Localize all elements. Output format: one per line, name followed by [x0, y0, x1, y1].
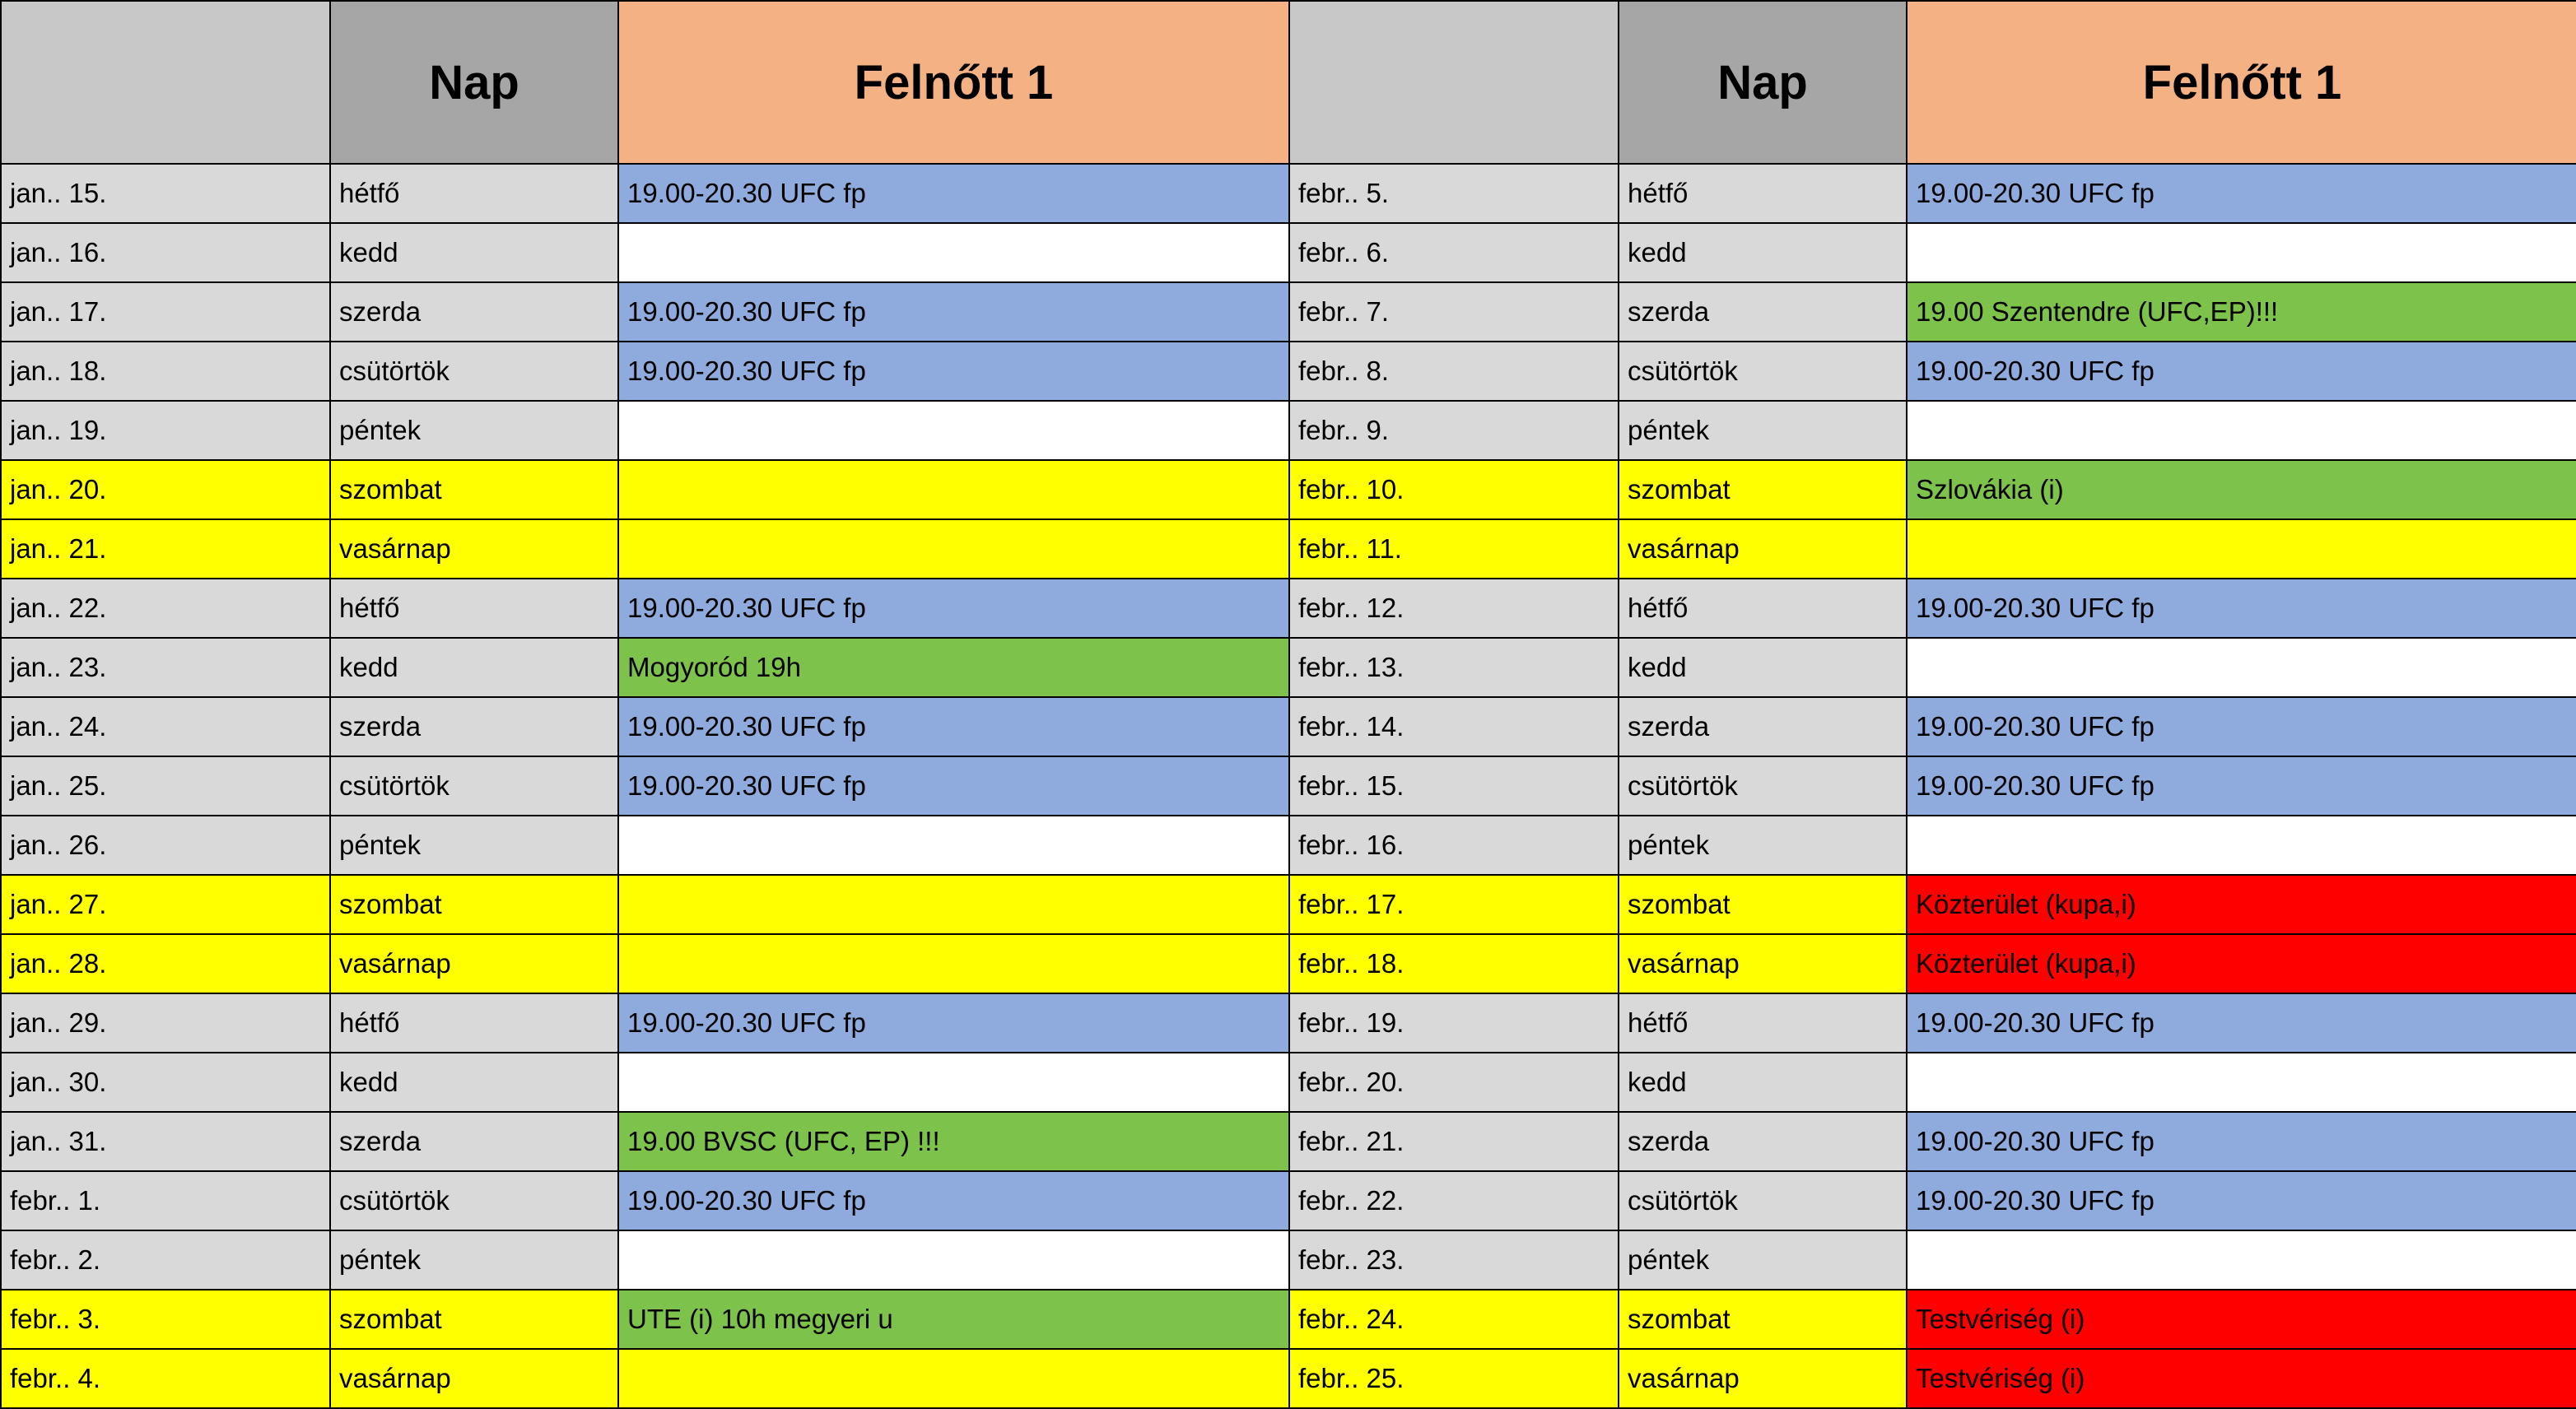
table-row: [1, 460, 2576, 519]
cell-date-left: jan.. 27.: [1, 875, 330, 934]
cell-day-left: kedd: [330, 223, 618, 282]
cell-day-right: hétfő: [1619, 993, 1907, 1053]
cell-program-left: 19.00-20.30 UFC fp: [618, 756, 1289, 816]
cell-date-left: febr.. 4.: [1, 1349, 330, 1408]
cell-program-right: [1907, 1053, 2576, 1112]
cell-date-right: febr.. 6.: [1289, 223, 1619, 282]
cell-program-right: Közterület (kupa,i): [1907, 934, 2576, 993]
header-left-program: Felnőtt 1: [618, 1, 1289, 164]
cell-program-left: [618, 1230, 1289, 1290]
cell-day-right: kedd: [1619, 223, 1907, 282]
cell-day-right: szerda: [1619, 697, 1907, 756]
cell-program-left: [618, 1349, 1289, 1408]
cell-date-left: jan.. 28.: [1, 934, 330, 993]
header-right-date: [1289, 1, 1619, 164]
cell-date-right: febr.. 21.: [1289, 1112, 1619, 1171]
cell-day-left: szerda: [330, 697, 618, 756]
cell-program-left: Mogyoród 19h: [618, 638, 1289, 697]
cell-program-right: 19.00-20.30 UFC fp: [1907, 579, 2576, 638]
cell-program-left: UTE (i) 10h megyeri u: [618, 1290, 1289, 1349]
cell-date-right: febr.. 24.: [1289, 1290, 1619, 1349]
table-row: [1, 697, 2576, 756]
cell-date-right: febr.. 20.: [1289, 1053, 1619, 1112]
cell-day-right: hétfő: [1619, 579, 1907, 638]
cell-date-left: febr.. 3.: [1, 1290, 330, 1349]
cell-program-left: [618, 875, 1289, 934]
header-left-day: Nap: [330, 1, 618, 164]
cell-date-right: febr.. 11.: [1289, 519, 1619, 579]
cell-day-left: péntek: [330, 401, 618, 460]
cell-date-right: febr.. 7.: [1289, 282, 1619, 342]
cell-program-right: [1907, 401, 2576, 460]
cell-day-right: kedd: [1619, 1053, 1907, 1112]
header-left-date: [1, 1, 330, 164]
cell-date-right: febr.. 23.: [1289, 1230, 1619, 1290]
cell-day-left: hétfő: [330, 579, 618, 638]
cell-day-right: szombat: [1619, 875, 1907, 934]
cell-day-left: vasárnap: [330, 519, 618, 579]
cell-program-right: 19.00-20.30 UFC fp: [1907, 1112, 2576, 1171]
cell-date-left: jan.. 16.: [1, 223, 330, 282]
cell-day-left: csütörtök: [330, 756, 618, 816]
cell-program-left: [618, 519, 1289, 579]
cell-program-right: Testvériség (i): [1907, 1290, 2576, 1349]
table-row: [1, 1112, 2576, 1171]
cell-date-left: jan.. 22.: [1, 579, 330, 638]
table-row: [1, 342, 2576, 401]
cell-date-right: febr.. 22.: [1289, 1171, 1619, 1230]
cell-date-left: jan.. 21.: [1, 519, 330, 579]
table-row: [1, 756, 2576, 816]
cell-day-right: vasárnap: [1619, 519, 1907, 579]
cell-date-left: jan.. 25.: [1, 756, 330, 816]
cell-date-right: febr.. 13.: [1289, 638, 1619, 697]
table-row: [1, 875, 2576, 934]
cell-day-left: vasárnap: [330, 1349, 618, 1408]
cell-day-left: szombat: [330, 1290, 618, 1349]
cell-day-right: szombat: [1619, 460, 1907, 519]
cell-date-left: jan.. 26.: [1, 816, 330, 875]
cell-program-right: 19.00-20.30 UFC fp: [1907, 756, 2576, 816]
cell-program-right: 19.00-20.30 UFC fp: [1907, 342, 2576, 401]
cell-day-right: péntek: [1619, 401, 1907, 460]
cell-date-left: jan.. 19.: [1, 401, 330, 460]
cell-date-right: febr.. 10.: [1289, 460, 1619, 519]
table-row: [1, 579, 2576, 638]
cell-date-right: febr.. 18.: [1289, 934, 1619, 993]
cell-date-right: febr.. 8.: [1289, 342, 1619, 401]
cell-program-left: [618, 401, 1289, 460]
table-row: [1, 638, 2576, 697]
cell-program-left: [618, 223, 1289, 282]
cell-date-left: jan.. 23.: [1, 638, 330, 697]
cell-program-left: [618, 460, 1289, 519]
cell-day-right: csütörtök: [1619, 756, 1907, 816]
cell-program-left: [618, 816, 1289, 875]
table-row: [1, 401, 2576, 460]
cell-program-right: [1907, 638, 2576, 697]
header-right-day: Nap: [1619, 1, 1907, 164]
table-header-row: [1, 1, 2576, 164]
cell-program-left: [618, 934, 1289, 993]
cell-program-right: Testvériség (i): [1907, 1349, 2576, 1408]
cell-date-left: febr.. 2.: [1, 1230, 330, 1290]
cell-program-left: 19.00-20.30 UFC fp: [618, 342, 1289, 401]
cell-day-left: csütörtök: [330, 1171, 618, 1230]
cell-program-right: Szlovákia (i): [1907, 460, 2576, 519]
cell-date-left: jan.. 15.: [1, 164, 330, 223]
cell-program-left: 19.00-20.30 UFC fp: [618, 164, 1289, 223]
cell-program-right: [1907, 816, 2576, 875]
cell-day-right: szerda: [1619, 282, 1907, 342]
cell-day-left: szerda: [330, 1112, 618, 1171]
cell-date-left: jan.. 29.: [1, 993, 330, 1053]
cell-date-left: febr.. 1.: [1, 1171, 330, 1230]
cell-day-right: péntek: [1619, 816, 1907, 875]
cell-day-left: hétfő: [330, 164, 618, 223]
cell-date-right: febr.. 17.: [1289, 875, 1619, 934]
cell-program-right: [1907, 223, 2576, 282]
cell-date-right: febr.. 12.: [1289, 579, 1619, 638]
header-right-program: Felnőtt 1: [1907, 1, 2576, 164]
cell-day-right: szombat: [1619, 1290, 1907, 1349]
cell-program-right: 19.00-20.30 UFC fp: [1907, 1171, 2576, 1230]
table-row: [1, 1171, 2576, 1230]
cell-day-left: szombat: [330, 875, 618, 934]
cell-day-left: szerda: [330, 282, 618, 342]
cell-date-right: febr.. 19.: [1289, 993, 1619, 1053]
table-row: [1, 993, 2576, 1053]
cell-day-right: hétfő: [1619, 164, 1907, 223]
table-row: [1, 164, 2576, 223]
cell-date-left: jan.. 31.: [1, 1112, 330, 1171]
cell-day-right: vasárnap: [1619, 934, 1907, 993]
table-row: [1, 1230, 2576, 1290]
table-row: [1, 816, 2576, 875]
cell-day-right: csütörtök: [1619, 1171, 1907, 1230]
table-row: [1, 1349, 2576, 1408]
cell-program-right: [1907, 1230, 2576, 1290]
cell-program-right: 19.00-20.30 UFC fp: [1907, 164, 2576, 223]
table-row: [1, 934, 2576, 993]
cell-program-left: 19.00-20.30 UFC fp: [618, 993, 1289, 1053]
table-row: [1, 1053, 2576, 1112]
cell-program-left: 19.00 BVSC (UFC, EP) !!!: [618, 1112, 1289, 1171]
cell-date-right: febr.. 25.: [1289, 1349, 1619, 1408]
cell-program-left: [618, 1053, 1289, 1112]
cell-date-right: febr.. 5.: [1289, 164, 1619, 223]
cell-day-right: vasárnap: [1619, 1349, 1907, 1408]
cell-date-right: febr.. 14.: [1289, 697, 1619, 756]
cell-date-right: febr.. 9.: [1289, 401, 1619, 460]
cell-date-left: jan.. 20.: [1, 460, 330, 519]
cell-date-left: jan.. 17.: [1, 282, 330, 342]
cell-date-right: febr.. 16.: [1289, 816, 1619, 875]
cell-day-left: szombat: [330, 460, 618, 519]
cell-program-left: 19.00-20.30 UFC fp: [618, 697, 1289, 756]
cell-program-right: [1907, 519, 2576, 579]
cell-program-left: 19.00-20.30 UFC fp: [618, 1171, 1289, 1230]
cell-day-right: kedd: [1619, 638, 1907, 697]
cell-program-right: 19.00 Szentendre (UFC,EP)!!!: [1907, 282, 2576, 342]
cell-day-left: hétfő: [330, 993, 618, 1053]
table-row: [1, 282, 2576, 342]
cell-day-left: péntek: [330, 1230, 618, 1290]
cell-day-left: vasárnap: [330, 934, 618, 993]
cell-day-left: kedd: [330, 1053, 618, 1112]
cell-program-left: 19.00-20.30 UFC fp: [618, 282, 1289, 342]
cell-date-left: jan.. 24.: [1, 697, 330, 756]
cell-program-right: 19.00-20.30 UFC fp: [1907, 697, 2576, 756]
cell-day-left: kedd: [330, 638, 618, 697]
table-row: [1, 519, 2576, 579]
schedule-body: [1, 164, 2576, 1408]
cell-day-right: péntek: [1619, 1230, 1907, 1290]
cell-program-left: 19.00-20.30 UFC fp: [618, 579, 1289, 638]
cell-program-right: 19.00-20.30 UFC fp: [1907, 993, 2576, 1053]
cell-program-right: Közterület (kupa,i): [1907, 875, 2576, 934]
cell-day-right: szerda: [1619, 1112, 1907, 1171]
cell-date-right: febr.. 15.: [1289, 756, 1619, 816]
cell-date-left: jan.. 30.: [1, 1053, 330, 1112]
cell-day-right: csütörtök: [1619, 342, 1907, 401]
cell-day-left: péntek: [330, 816, 618, 875]
table-row: [1, 223, 2576, 282]
cell-date-left: jan.. 18.: [1, 342, 330, 401]
table-row: [1, 1290, 2576, 1349]
cell-day-left: csütörtök: [330, 342, 618, 401]
